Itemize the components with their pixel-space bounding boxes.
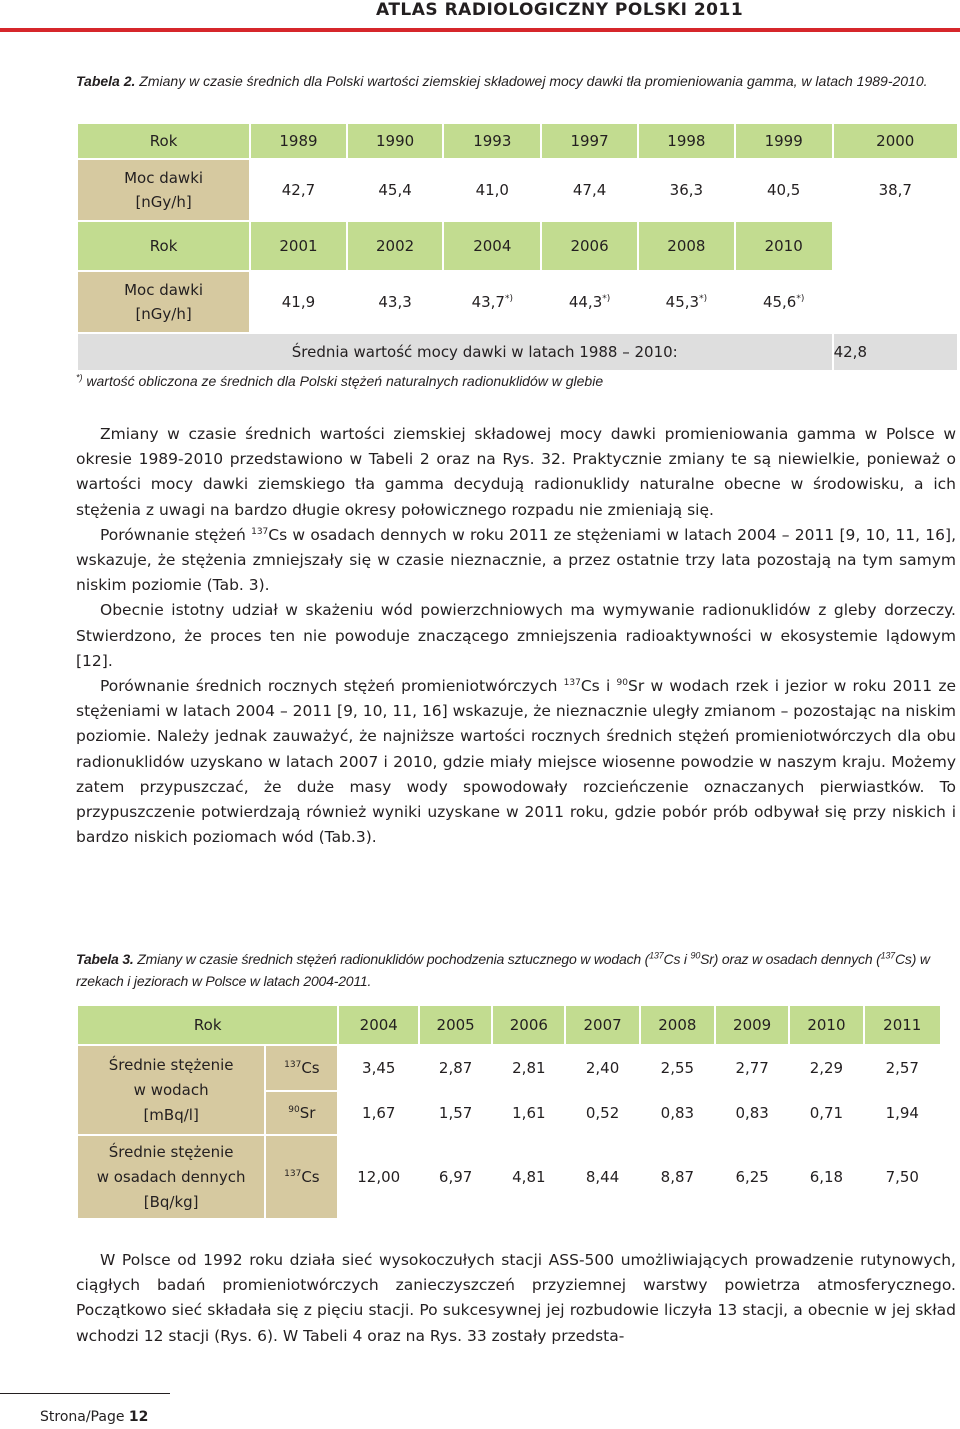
value-cell: 2,29 <box>789 1045 863 1091</box>
header-rule <box>0 28 960 32</box>
value-cell: 2,77 <box>715 1045 789 1091</box>
average-label: Średnia wartość mocy dawki w latach 1988 – 2010: <box>77 333 833 371</box>
year-cell: 2006 <box>541 221 638 271</box>
value-cell: 43,7*) <box>443 271 541 333</box>
page-footer <box>40 1409 148 1425</box>
value-cell: 0,83 <box>715 1091 789 1135</box>
value-cell: 2,55 <box>640 1045 715 1091</box>
year-cell: 2004 <box>338 1005 419 1045</box>
value-cell: 6,97 <box>419 1135 492 1219</box>
year-cell: 2004 <box>443 221 541 271</box>
table3-caption: Tabela 3. Zmiany w czasie średnich stężeń radionuklidów pochodzenia sztucznego w wodach ($^{137}$Cs i $^{90}$Sr) oraz w osadach dennych ($^{137}$Cs) w rzekach i jeziorach w Polsce w latach 2004-2011. <box>76 950 930 989</box>
year-cell: 2001 <box>250 221 347 271</box>
footer-rule <box>0 1393 170 1394</box>
value-cell: 44,3*) <box>541 271 638 333</box>
year-cell: 1993 <box>443 123 541 159</box>
value-cell: 4,81 <box>492 1135 565 1219</box>
value-cell: 12,00 <box>338 1135 419 1219</box>
year-cell: 2010 <box>789 1005 863 1045</box>
table2-value-row-b <box>77 271 958 333</box>
value-cell: 45,3*) <box>638 271 735 333</box>
empty-cell <box>833 271 958 333</box>
table2-caption-label: Tabela 2. <box>76 73 136 89</box>
table3-caption-label: Tabela 3. <box>76 951 134 967</box>
row-label-year: Rok <box>77 123 250 159</box>
year-cell: 2006 <box>492 1005 565 1045</box>
year-cell: 2008 <box>638 221 735 271</box>
value-cell: 3,45 <box>338 1045 419 1091</box>
year-cell: 1990 <box>347 123 444 159</box>
table3-header-row <box>77 1005 941 1045</box>
paragraph: W Polsce od 1992 roku działa sieć wysokoczułych stacji ASS-500 umożliwiających prowadzenie rutynowych, ciągłych badań promieniotwórczych zanieczyszczeń przyziemnej warstwy powietrza atmosferycznego. Początkowo sieć składała się z pięciu stacji. Po sukcesywnej jej rozbudowie liczyła 13 stacji, a obecnie w jej skład wchodzi 12 stacji (Rys. 6). W Tabeli 4 oraz na Rys. 33 zostały przedsta- <box>76 1251 956 1345</box>
value-cell: 36,3 <box>638 159 735 221</box>
running-head: ATLAS RADIOLOGICZNY POLSKI 2011 <box>376 0 744 20</box>
value-cell: 1,61 <box>492 1091 565 1135</box>
value-cell: 8,87 <box>640 1135 715 1219</box>
year-cell: 2007 <box>565 1005 639 1045</box>
value-cell: 6,25 <box>715 1135 789 1219</box>
value-cell: 0,52 <box>565 1091 639 1135</box>
value-cell: 45,4 <box>347 159 444 221</box>
sediment-label: Średnie stężenie w osadach dennych [Bq/kg] <box>77 1135 265 1219</box>
value-cell: 2,87 <box>419 1045 492 1091</box>
table2-footnote: *) wartość obliczona ze średnich dla Polski stężeń naturalnych radionuklidów w glebie <box>76 372 604 389</box>
paragraph: Zmiany w czasie średnich wartości ziemskiej składowej mocy dawki promieniowania gamma w Polsce w okresie 1989-2010 przedstawiono w Tabeli 2 oraz na Rys. 32. Praktycznie zmiany te są niewielkie, ponieważ o wartości mocy dawki ziemskiego tła gamma decydują radionuklidy naturalne obecne w środowisku, a ich stężenia z uwagi na bardzo długie okresy połowicznego rozpadu nie zmieniają się. <box>76 425 956 519</box>
value-cell: 40,5 <box>735 159 833 221</box>
table2-year-row-a <box>77 123 958 159</box>
year-cell: 2009 <box>715 1005 789 1045</box>
page-header <box>0 0 960 30</box>
table2-year-row-b <box>77 221 958 271</box>
nuclide-cell: $^{137}$Cs <box>265 1135 338 1219</box>
value-cell: 41,0 <box>443 159 541 221</box>
paragraph: Porównanie stężeń $^{137}$Cs w osadach dennych w roku 2011 ze stężeniami w latach 2004 – 2011 [9, 10, 11, 16], wskazuje, że stężenia zmniejszały się w czasie nieznacznie, a przez ostatnie trzy lata pozostają na tym samym niskim poziomie (Tab. 3). <box>76 525 956 595</box>
value-cell: 1,57 <box>419 1091 492 1135</box>
paragraph: Obecnie istotny udział w skażeniu wód powierzchniowych ma wymywanie radionuklidów z gleby dorzeczy. Stwierdzono, że proces ten nie powoduje znaczącego zmniejszenia radioaktywności w ekosystemie lądowym [12]. <box>76 601 956 670</box>
nuclide-cell: $^{90}$Sr <box>265 1091 338 1135</box>
value-cell: 2,40 <box>565 1045 639 1091</box>
year-cell: 2010 <box>735 221 833 271</box>
value-cell: 43,3 <box>347 271 444 333</box>
table3 <box>76 1004 942 1220</box>
footer-label: Strona/Page <box>40 1409 125 1425</box>
value-cell: 42,7 <box>250 159 347 221</box>
table3-cs-sediment-row <box>77 1135 941 1219</box>
value-cell: 47,4 <box>541 159 638 221</box>
value-cell: 2,57 <box>864 1045 941 1091</box>
year-cell: 2000 <box>833 123 958 159</box>
average-value: 42,8 <box>833 333 958 371</box>
value-cell: 0,83 <box>640 1091 715 1135</box>
value-cell: 6,18 <box>789 1135 863 1219</box>
year-cell: 2002 <box>347 221 444 271</box>
row-label-dose: Moc dawki [nGy/h] <box>77 159 250 221</box>
year-cell: 1989 <box>250 123 347 159</box>
water-label: Średnie stężenie w wodach [mBq/l] <box>77 1045 265 1135</box>
year-cell: 1997 <box>541 123 638 159</box>
table3-cs-water-row <box>77 1045 941 1091</box>
body-text-1 <box>76 422 956 850</box>
value-cell: 41,9 <box>250 271 347 333</box>
page-number: 12 <box>128 1409 149 1425</box>
row-label-year: Rok <box>77 221 250 271</box>
value-cell: 38,7 <box>833 159 958 221</box>
row-label-dose: Moc dawki [nGy/h] <box>77 271 250 333</box>
year-cell: 2005 <box>419 1005 492 1045</box>
paragraph: Porównanie średnich rocznych stężeń promieniotwórczych $^{137}$Cs i $^{90}$Sr w wodach rzek i jezior w roku 2011 ze stężeniami w latach 2004 – 2011 [9, 10, 11, 16] wskazuje, że nieznacznie uległy zmianom – pozostając na niskim poziomie. Należy jednak zauważyć, że najniższe wartości rocznych średnich stężeń promieniotwórczych dla obu radionuklidów uzyskano w latach 2007 i 2010, gdzie miały miejsce wiosenne powodzie w naszym kraju. Możemy zatem przypuszczać, że duże masy wody spowodowały rozcieńczenie oznaczanych pierwiastków. To przypuszczenie potwierdzają również wyniki uzyskane w 2011 roku, gdzie pobór prób odbywał się przy niskich i bardzo niskich poziomach wód (Tab.3). <box>76 677 956 847</box>
value-cell: 1,94 <box>864 1091 941 1135</box>
year-cell: 2011 <box>864 1005 941 1045</box>
table2-value-row-a <box>77 159 958 221</box>
header-label: Rok <box>77 1005 338 1045</box>
table2 <box>76 122 959 372</box>
year-cell: 1999 <box>735 123 833 159</box>
value-cell: 1,67 <box>338 1091 419 1135</box>
table2-caption <box>76 70 956 92</box>
value-cell: 45,6*) <box>735 271 833 333</box>
value-cell: 7,50 <box>864 1135 941 1219</box>
empty-cell <box>833 221 958 271</box>
nuclide-cell: $^{137}$Cs <box>265 1045 338 1091</box>
table2-average-row <box>77 333 958 371</box>
value-cell: 0,71 <box>789 1091 863 1135</box>
value-cell: 8,44 <box>565 1135 639 1219</box>
body-text-2 <box>76 1248 956 1349</box>
table2-caption-text: Zmiany w czasie średnich dla Polski wartości ziemskiej składowej mocy dawki tła promieniowania gamma, w latach 1989-2010. <box>135 73 928 89</box>
year-cell: 1998 <box>638 123 735 159</box>
year-cell: 2008 <box>640 1005 715 1045</box>
value-cell: 2,81 <box>492 1045 565 1091</box>
